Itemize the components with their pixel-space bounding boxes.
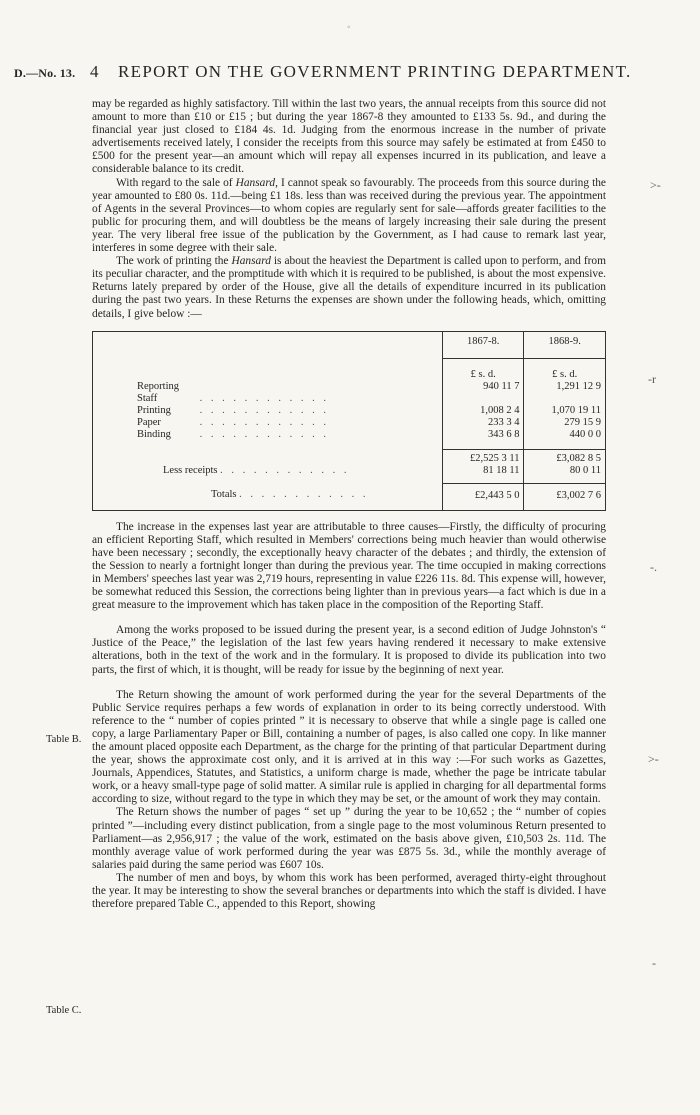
table-row: Reporting Staff . . . . . . . . . . . . 940 11 7 1,291 12 9	[93, 381, 606, 405]
paragraph: may be regarded as highly satisfactory. Till within the last two years, the annual receipts from this source did not amount to more than £10 or £15 ; but during the year 1867-8 they amounted to £133 5s. 9d., and during the financial year just closed to £184 4s. 1d. Judging from the enormous increase in the number of private advertisements received lately, I consider the receipts from this source may safely be estimated at from £450 to £500 for the present year—an amount which will repay all expenses incurred in its publication, and leave a considerable balance to its credit.	[92, 98, 606, 176]
table-row: Binding . . . . . . . . . . . . 343 6 8 440 0 0	[93, 429, 606, 450]
page-title: REPORT ON THE GOVERNMENT PRINTING DEPARTMENT.	[118, 62, 632, 81]
margin-tick-icon: >-	[650, 178, 661, 192]
margin-tick-icon: >-	[648, 752, 659, 766]
page-number: 4	[90, 62, 99, 81]
col-header-1868: 1868-9.	[524, 331, 606, 358]
units-label: £ s. d.	[524, 358, 606, 381]
paragraph: Among the works proposed to be issued during the present year, is a second edition of Judge Johnston's “ Justice of the Peace,” the legislation of the last few years having rendered it necessary to make extensive alterations, both in the text of the work and in the formulary. It is proposed to divide its publication into two parts, the first of which, it is thought, will be ready for issue by the beginning of next year.	[92, 624, 606, 676]
paragraph: The work of printing the Hansard is about the heaviest the Department is called upon to perform, and from its peculiar character, and the promptitude with which it is required to be published, is about the most expensive. Returns lately prepared by order of the House, give all the details of expenditure incurred in its publication during the past two years. In these Returns the expenses are shown under the following heads, which, omitting details, I give below :—	[92, 255, 606, 320]
paragraph: The number of men and boys, by whom this work has been performed, averaged thirty-eight throughout the year. It may be interesting to show the several branches or departments into which the staff is divided. I have therefore prepared Table C., appended to this Report, showing	[92, 871, 606, 911]
report-body	[92, 98, 606, 911]
top-mark: ◦	[347, 22, 351, 33]
totals-row: Totals . . . . . . . . . . . . £2,443 5 0 £3,002 7 6	[93, 483, 606, 510]
margin-tick-icon: -r	[648, 372, 656, 386]
table-row: Printing . . . . . . . . . . . . 1,008 2 4 1,070 19 11	[93, 405, 606, 417]
paragraph: The increase in the expenses last year are attributable to three causes—Firstly, the difficulty of procuring an efficient Reporting Staff, which resulted in Members' corrections being much heavier than would otherwise have been necessary ; secondly, the exceptionally heavy character of the debates ; and thirdly, the extension of the Session to nearly a fortnight longer than during the previous year. The time occupied in making corrections in Members' speeches last year was 2,719 hours, representing in value £226 11s. 8d. This expense will, however, be somewhat reduced this Session, the corrections being lighter than in previous years—a fact which is due in a great measure to the improvement which has taken place in the composition of the Reporting Staff.	[92, 520, 606, 612]
less-receipts-row: Less receipts . . . . . . . . . . . . 81 18 11 80 0 11	[93, 465, 606, 484]
margin-tick-icon: -	[652, 956, 656, 970]
paragraph: With regard to the sale of Hansard, I cannot speak so favourably. The proceeds from this source during the year amounted to £80 0s. 11d.—being £1 18s. less than was received during the previous year. The appointment of Agents in the several Provinces—to whom copies are regularly sent for sale—affords greater facilities to the public for procuring them, and will doubtless be the means of largely increasing their sale during the present year. The very liberal free issue of the publication by the Government, as I had cause to remark last year, interferes in some degree with their sale.	[92, 176, 606, 255]
margin-note-table-c: Table C.	[46, 1005, 82, 1016]
hansard-expenses-table	[92, 331, 606, 511]
paragraph: The Return showing the amount of work performed during the year for the several Departments of the Public Service requires perhaps a few words of explanation in order to its being correctly understood. With reference to the “ number of copies printed ” it is necessary to observe that while a single page is called one copy, a large Parliamentary Paper or Bill, containing a number of pages, is also called one copy. In like manner the amount placed opposite each Department, as the charge for the printing of that particular Department during the year, shows the approximate cost only, and it is arrived at in this way :—For such works as Gazettes, Journals, Appendices, Statutes, and Statistics, a uniform charge is made, whether the page be intricate tabular work, or a heavy small-type page of solid matter. A similar rule is applied in charging for all departmental forms according to size, without regard to the type in which they may be set, or the amount of work they may contain.	[92, 688, 606, 806]
margin-tick-icon: -.	[650, 560, 657, 574]
col-header-1867: 1867-8.	[442, 331, 524, 358]
subtotal-row: £2,525 3 11 £3,082 8 5	[93, 449, 606, 465]
table-row: Paper . . . . . . . . . . . . 233 3 4 279 15 9	[93, 417, 606, 429]
doc-number: D.—No. 13.	[14, 66, 76, 80]
paragraph: The Return shows the number of pages “ set up ” during the year to be 10,652 ; the “ number of copies printed ”—including every distinct publication, from a single page to the most voluminous Return presented to Parliament—as 2,956,917 ; the value of the work, estimated on the basis above given, £10,503 2s. 11d. The monthly average value of work performed during the year was £875 5s. 3d., while the monthly average of salaries paid during the same period was £607 10s.	[92, 806, 606, 871]
units-label: £ s. d.	[442, 358, 524, 381]
margin-note-table-b: Table B.	[46, 734, 82, 745]
table-header-blank	[93, 331, 443, 358]
page-header	[14, 62, 686, 86]
